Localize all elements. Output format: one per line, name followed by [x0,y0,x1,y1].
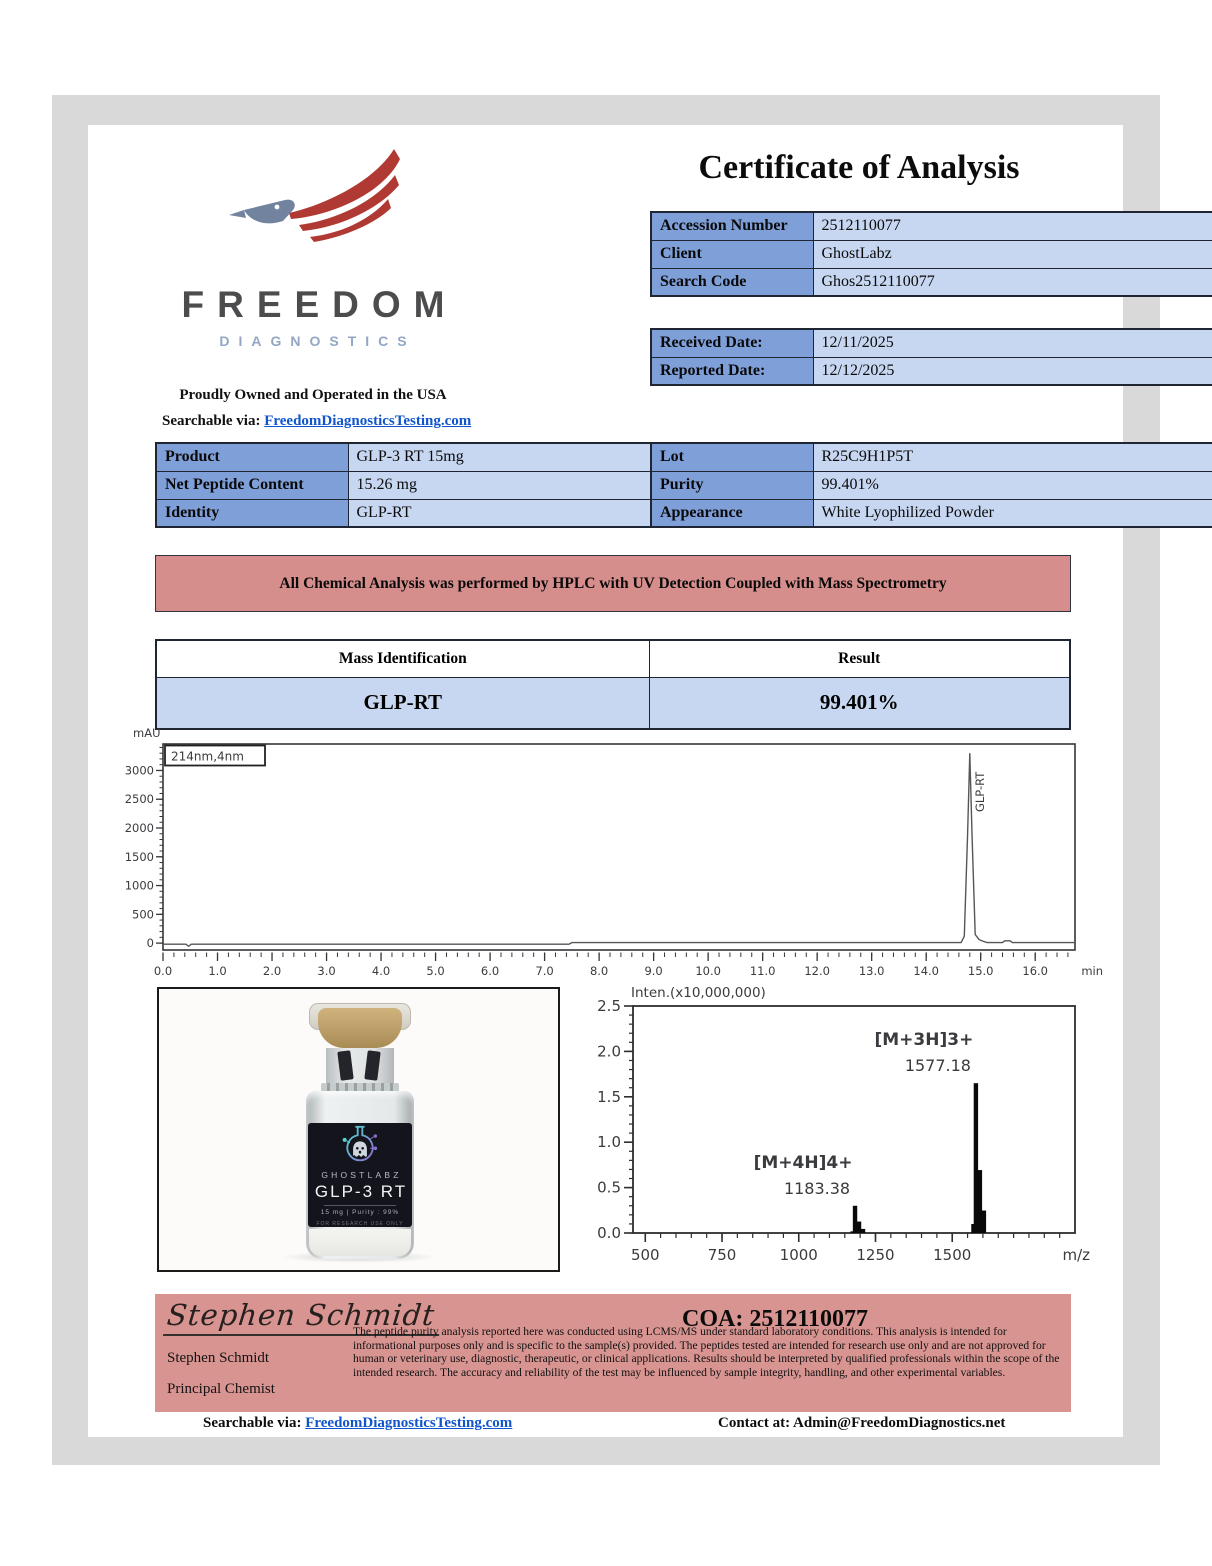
table-row [651,240,1212,268]
vial-flip-cap [318,1008,402,1048]
brand-name: FREEDOM [181,284,458,325]
table-row [651,471,1212,499]
svg-text:10.0: 10.0 [695,964,721,978]
svg-text:13.0: 13.0 [858,964,885,978]
searchable-line-top [162,413,471,430]
svg-text:1.5: 1.5 [597,1087,621,1106]
svg-text:15.0: 15.0 [967,964,994,978]
purity-value: 99.401% [813,471,1212,499]
mass-id-result: 99.401% [649,677,1070,729]
lyophilized-powder [309,1229,411,1256]
svg-text:750: 750 [707,1246,737,1264]
identity-label: Identity [156,499,348,527]
page-title: Certificate of Analysis [698,149,1020,186]
brand-tagline: Proudly Owned and Operated in the USA [179,387,447,403]
client-label: Client [651,240,813,268]
searchable-link-top[interactable]: FreedomDiagnosticsTesting.com [264,413,472,429]
signature-script: Stephen Schmidt [163,1298,443,1336]
svg-text:GLP-RT: GLP-RT [972,771,987,812]
vial-dose-text: 15 mg | Purity : 99% [320,1209,400,1216]
result-header: Result [649,640,1070,677]
table-row [651,268,1212,296]
client-value: GhostLabz [813,240,1212,268]
svg-text:5.0: 5.0 [426,964,445,978]
vial-photo-frame [157,987,560,1272]
net-peptide-label: Net Peptide Content [156,471,348,499]
received-date-value: 12/11/2025 [813,329,1212,357]
table-row [651,499,1212,527]
mass-id-header: Mass Identification [156,640,649,677]
vial-research-note: FOR RESEARCH USE ONLY [316,1221,404,1227]
mass-id-analyte: GLP-RT [156,677,649,729]
product-label: Product [156,443,348,471]
purity-label: Purity [651,471,813,499]
svg-text:1.0: 1.0 [208,964,227,978]
svg-text:500: 500 [630,1246,660,1264]
svg-text:1577.18: 1577.18 [904,1056,971,1076]
svg-text:500: 500 [132,907,154,922]
svg-text:[M+3H]3+: [M+3H]3+ [874,1030,974,1051]
table-row [156,677,1070,729]
eagle-flag-logo-icon [193,147,433,277]
mass-spectrum-chart [586,981,1096,1273]
svg-text:9.0: 9.0 [644,964,663,978]
reported-date-value: 12/12/2025 [813,357,1212,385]
table-row [651,443,1212,471]
svg-text:1.0: 1.0 [597,1133,621,1152]
svg-text:m/z: m/z [1062,1246,1090,1264]
vial-neck [326,1048,394,1084]
accession-number-label: Accession Number [651,212,813,240]
svg-text:16.0: 16.0 [1022,964,1049,978]
svg-text:12.0: 12.0 [804,964,830,978]
svg-text:1500: 1500 [124,849,154,864]
svg-text:214nm,4nm: 214nm,4nm [171,749,244,764]
svg-text:0.5: 0.5 [597,1178,621,1197]
search-code-label: Search Code [651,268,813,296]
vial-brand-text: GHOSTLABZ [321,1170,402,1180]
svg-text:[M+4H]4+: [M+4H]4+ [753,1152,853,1173]
footer-signature-block [155,1294,1071,1412]
svg-text:min: min [1081,964,1103,978]
vial-product-text: GLP-3 RT [314,1182,408,1201]
reported-date-label: Reported Date: [651,357,813,385]
net-peptide-value: 15.26 mg [348,471,1189,499]
svg-text:11.0: 11.0 [749,964,776,978]
dates-table [650,328,1212,386]
svg-text:mAU: mAU [133,726,161,740]
svg-text:0.0: 0.0 [153,964,173,978]
lot-value: R25C9H1P5T [813,443,1212,471]
search-code-value: Ghos2512110077 [813,268,1212,296]
svg-text:2.0: 2.0 [597,1042,621,1061]
coa-page [88,125,1123,1437]
searchable-link-bottom[interactable]: FreedomDiagnosticsTesting.com [305,1415,513,1431]
method-banner: All Chemical Analysis was performed by HPLC with UV Detection Coupled with Mass Spectrometry [155,555,1071,612]
svg-text:2.5: 2.5 [597,997,621,1015]
svg-text:2.0: 2.0 [262,964,282,978]
brand-subname: DIAGNOSTICS [219,333,416,349]
table-row [651,212,1212,240]
signer-title: Principal Chemist [167,1381,275,1397]
hplc-chromatogram-chart [100,723,1110,978]
ghost-flask-icon [337,1123,383,1169]
table-row [651,357,1212,385]
svg-text:7.0: 7.0 [535,964,554,978]
disclaimer-text: The peptide purity analysis reported here was conducted using LCMS/MS under standard laboratory conditions. This analysis is intended for informational purposes only and is specific to the sample(s) provided. The peptides tested are intended for research use only and are not approved for human or veterinary use, diagnostic, therapeutic, or clinical applications. Results should be interpreted by qualified professionals within the scope of the intended research. The accuracy and reliability of the test may be influenced by sample integrity, handling, and other experimental variables. [353,1325,1060,1379]
appearance-value: White Lyophilized Powder [813,499,1212,527]
lot-table [650,442,1212,528]
svg-text:1183.38: 1183.38 [783,1178,851,1198]
svg-text:1000: 1000 [124,878,154,893]
searchable-label: Searchable via: [162,413,261,429]
svg-text:1000: 1000 [779,1246,818,1264]
coa-number: COA: 2512110077 [682,1306,868,1332]
svg-text:1250: 1250 [856,1246,895,1264]
svg-text:6.0: 6.0 [480,964,500,978]
searchable-label: Searchable via: [203,1415,302,1431]
svg-text:3000: 3000 [124,763,154,778]
svg-text:14.0: 14.0 [913,964,939,978]
accession-table [650,211,1212,297]
svg-text:0.0: 0.0 [597,1224,621,1242]
accession-number-value: 2512110077 [813,212,1212,240]
identity-value: GLP-RT [348,499,1189,527]
svg-text:8.0: 8.0 [589,964,609,978]
svg-text:4.0: 4.0 [371,964,391,978]
signer-name: Stephen Schmidt [167,1350,270,1366]
vial-label [308,1123,412,1227]
svg-text:1500: 1500 [933,1246,972,1264]
svg-text:3.0: 3.0 [317,964,336,978]
svg-text:2000: 2000 [124,821,154,836]
product-vial-photo [306,1003,414,1259]
svg-text:2500: 2500 [124,792,154,807]
appearance-label: Appearance [651,499,813,527]
lot-label: Lot [651,443,813,471]
svg-text:0: 0 [146,936,154,951]
received-date-label: Received Date: [651,329,813,357]
table-row [651,329,1212,357]
mass-identification-table [155,639,1071,730]
vial-label-divider [324,1205,396,1206]
searchable-line-bottom [203,1415,512,1432]
brand-logo-block [143,147,483,349]
svg-text:Inten.(x10,000,000): Inten.(x10,000,000) [631,985,766,1001]
contact-line: Contact at: Admin@FreedomDiagnostics.net [718,1415,1006,1431]
table-header-row [156,640,1070,677]
product-value: GLP-3 RT 15mg [348,443,1189,471]
